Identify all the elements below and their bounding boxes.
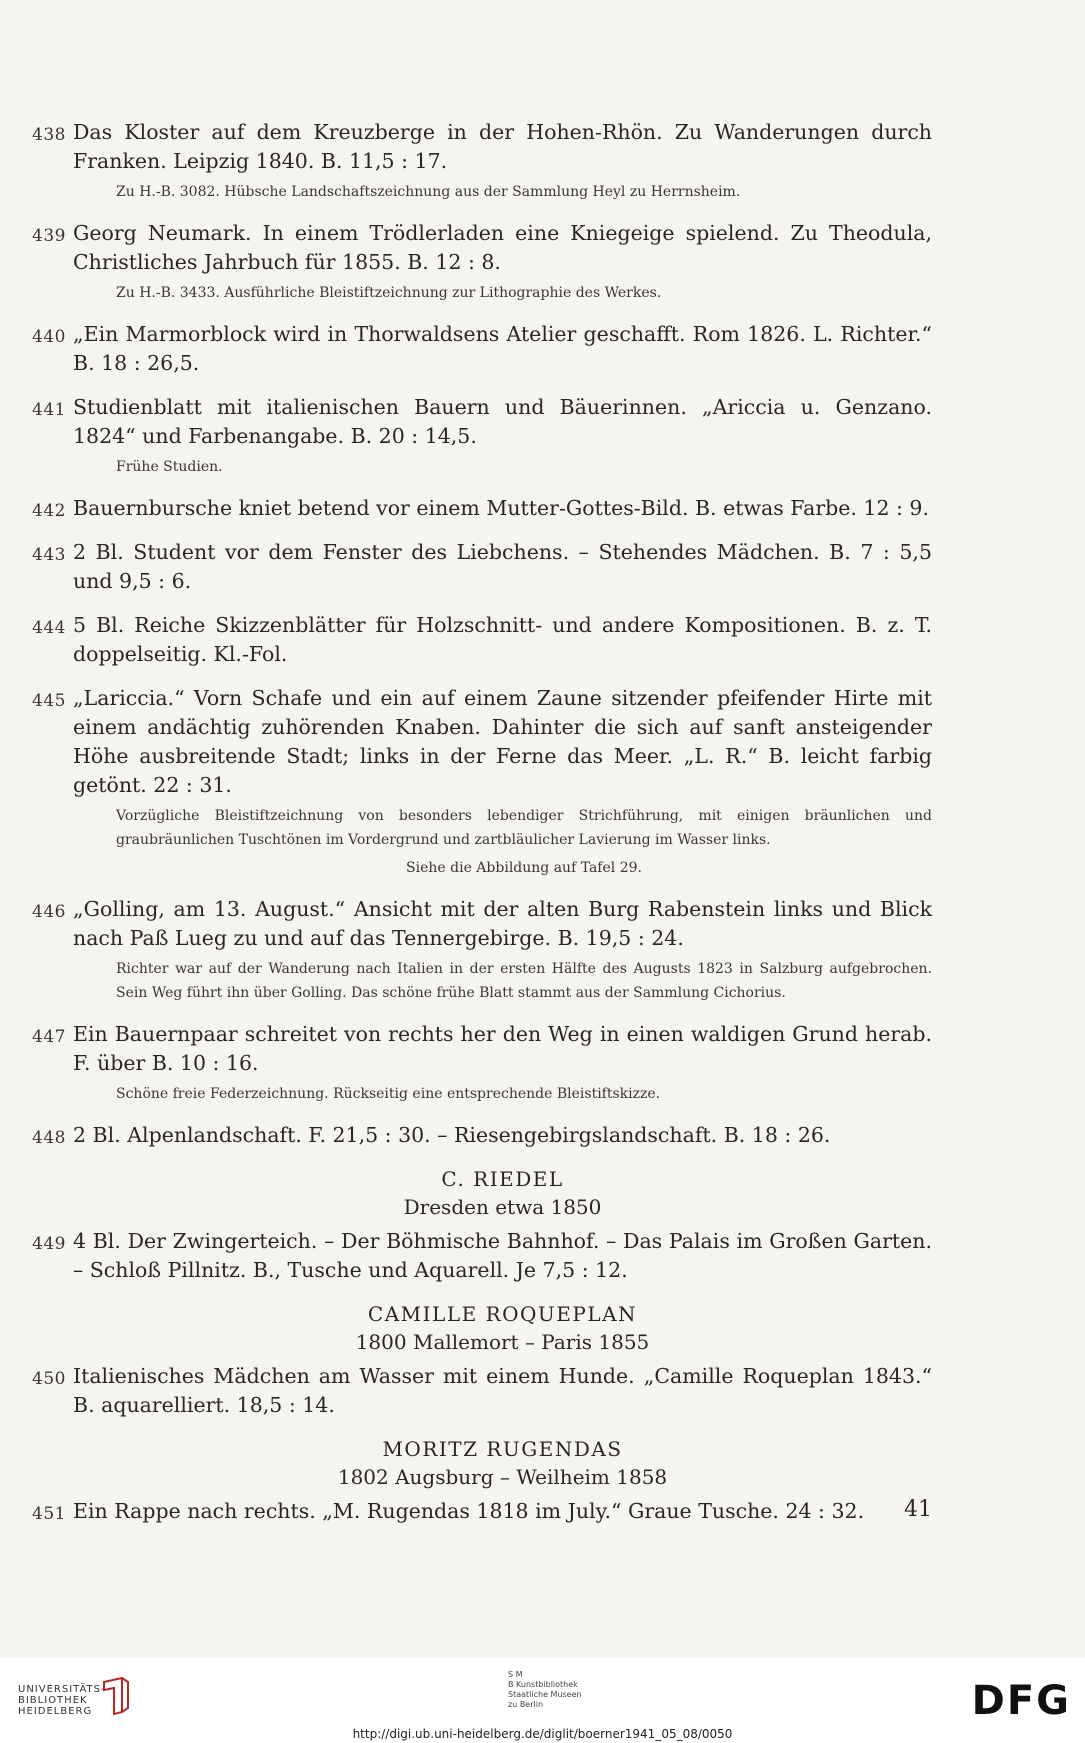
dfg-logo: DFG [971, 1678, 1071, 1724]
catalogue-entry [32, 1227, 932, 1285]
uni-line: UNIVERSITÄTS- [18, 1684, 106, 1695]
entry-text: Bauernbursche kniet betend vor einem Mutter-Gottes-Bild. B. etwas Farbe. 12 : 9. [73, 496, 929, 520]
entry-number: 438 [32, 125, 66, 145]
artist-name: MORITZ RUGENDAS [382, 1437, 623, 1461]
artist-dates: 1800 Mallemort – Paris 1855 [355, 1330, 650, 1354]
entry-note: Vorzügliche Bleistiftzeichnung von besonders lebendiger Strichführung, mit einigen bräunlichen und graubräunlichen Tuschtönen im Vordergrund und zartbläulicher Lavierung im Wasser links. [116, 808, 932, 848]
entry-number: 445 [32, 691, 66, 711]
entry-number: 447 [32, 1027, 66, 1047]
artist-dates: Dresden etwa 1850 [403, 1195, 602, 1219]
entry-text: Georg Neumark. In einem Trödlerladen eine Kniegeige spielend. Zu Theodula, Christliches Jahrbuch für 1855. B. 12 : 8. [73, 221, 932, 274]
entry-number: 439 [32, 226, 66, 246]
digitization-footer [0, 1658, 1085, 1743]
entry-text: „Ein Marmorblock wird in Thorwaldsens Atelier geschafft. Rom 1826. L. Richter.“ B. 18 : 26,5. [73, 322, 932, 375]
entry-text: 2 Bl. Student vor dem Fenster des Liebchens. – Stehendes Mädchen. B. 7 : 5,5 und 9,5 : 6. [73, 540, 932, 593]
catalogue-entry [32, 219, 932, 305]
plate-reference: Siehe die Abbildung auf Tafel 29. [406, 860, 642, 876]
catalogue-entry [32, 118, 932, 204]
entry-text: 5 Bl. Reiche Skizzenblätter für Holzschnitt- und andere Kompositionen. B. z. T. doppelseitig. Kl.-Fol. [73, 613, 932, 666]
entry-text: „Lariccia.“ Vorn Schafe und ein auf einem Zaune sitzender pfeifender Hirte mit einem andächtig zuhörenden Knaben. Dahinter die sich auf sanft ansteigender Höhe ausbreitende Stadt; links in der Ferne das Meer. „L. R.“ B. leicht farbig getönt. 22 : 31. [73, 686, 932, 797]
entry-number: 450 [32, 1369, 66, 1389]
entry-number: 443 [32, 545, 66, 565]
catalogue-entry [32, 538, 932, 596]
catalogue-entry [32, 1121, 932, 1150]
entry-note: Richter war auf der Wanderung nach Italien in der ersten Hälfte des Augusts 1823 in Salzburg aufgebrochen. Sein Weg führt ihn über Golling. Das schöne frühe Blatt stammt aus der Sammlung Cichorius. [116, 961, 932, 1001]
artist-name: CAMILLE ROQUEPLAN [367, 1302, 638, 1326]
catalogue-entry [32, 1362, 932, 1420]
sm-line: S M [508, 1670, 523, 1679]
entry-number: 440 [32, 327, 66, 347]
entry-number: 449 [32, 1234, 66, 1254]
catalogue-entry [32, 611, 932, 669]
university-library-label [18, 1684, 106, 1717]
uni-line: BIBLIOTHEK [18, 1695, 88, 1706]
entry-text: Ein Bauernpaar schreitet von rechts her den Weg in einen waldigen Grund herab. F. über B. 10 : 16. [73, 1022, 932, 1075]
catalogue-entry [32, 494, 932, 523]
entry-number: 442 [32, 501, 66, 521]
entry-note: Zu H.-B. 3433. Ausführliche Bleistiftzeichnung zur Lithographie des Werkes. [116, 285, 662, 301]
entry-text: Ein Rappe nach rechts. „M. Rugendas 1818 im July.“ Graue Tusche. 24 : 32. [73, 1499, 865, 1523]
catalogue-entry [32, 320, 932, 378]
artist-heading-roqueplan [73, 1300, 932, 1356]
artist-heading-riedel [73, 1165, 932, 1221]
entry-text: Das Kloster auf dem Kreuzberge in der Hohen-Rhön. Zu Wanderungen durch Franken. Leipzig 1840. B. 11,5 : 17. [73, 120, 932, 173]
uni-line: HEIDELBERG [18, 1706, 93, 1717]
entry-number: 441 [32, 400, 66, 420]
catalogue-entry [32, 895, 932, 1005]
entry-number: 446 [32, 902, 66, 922]
artist-heading-rugendas [73, 1435, 932, 1491]
entry-text: 4 Bl. Der Zwingerteich. – Der Böhmische Bahnhof. – Das Palais im Großen Garten. – Schloß Pillnitz. B., Tusche und Aquarell. Je 7,5 : 12. [73, 1229, 932, 1282]
sm-line: B Kunstbibliothek [508, 1680, 578, 1689]
entries-list [32, 118, 932, 1150]
source-url-link[interactable]: http://digi.ub.uni-heidelberg.de/diglit/boerner1941_05_08/0050 [352, 1727, 733, 1741]
catalogue-entry [32, 1020, 932, 1106]
entry-number: 451 [32, 1504, 66, 1524]
entry-text: Studienblatt mit italienischen Bauern und Bäuerinnen. „Ariccia u. Genzano. 1824“ und Farbenangabe. B. 20 : 14,5. [73, 395, 932, 448]
catalogue-entry [32, 393, 932, 479]
catalogue-entry [32, 684, 932, 880]
catalogue-content [32, 118, 932, 1541]
sm-line: Staatliche Museen [508, 1690, 582, 1699]
entry-text: „Golling, am 13. August.“ Ansicht mit der alten Burg Rabenstein links und Blick nach Paß Lueg zu und auf das Tennergebirge. B. 19,5 : 24. [73, 897, 932, 950]
artist-dates: 1802 Augsburg – Weilheim 1858 [337, 1465, 668, 1489]
entry-note: Zu H.-B. 3082. Hübsche Landschaftszeichnung aus der Sammlung Heyl zu Herrnsheim. [116, 184, 741, 200]
entry-note: Schöne freie Federzeichnung. Rückseitig eine entsprechende Bleistiftskizze. [116, 1086, 661, 1102]
entry-text: Italienisches Mädchen am Wasser mit einem Hunde. „Camille Roqueplan 1843.“ B. aquarelliert. 18,5 : 14. [73, 1364, 932, 1417]
university-logo-icon [100, 1676, 132, 1716]
entry-note: Frühe Studien. [116, 459, 223, 475]
sm-line: zu Berlin [508, 1700, 544, 1709]
page-number: 41 [904, 1497, 932, 1522]
entry-number: 444 [32, 618, 66, 638]
entry-text: 2 Bl. Alpenlandschaft. F. 21,5 : 30. – Riesengebirgslandschaft. B. 18 : 26. [73, 1123, 831, 1147]
artist-name: C. RIEDEL [441, 1167, 564, 1191]
catalogue-entry [32, 1497, 932, 1526]
museum-label [508, 1670, 582, 1710]
entry-number: 448 [32, 1128, 66, 1148]
